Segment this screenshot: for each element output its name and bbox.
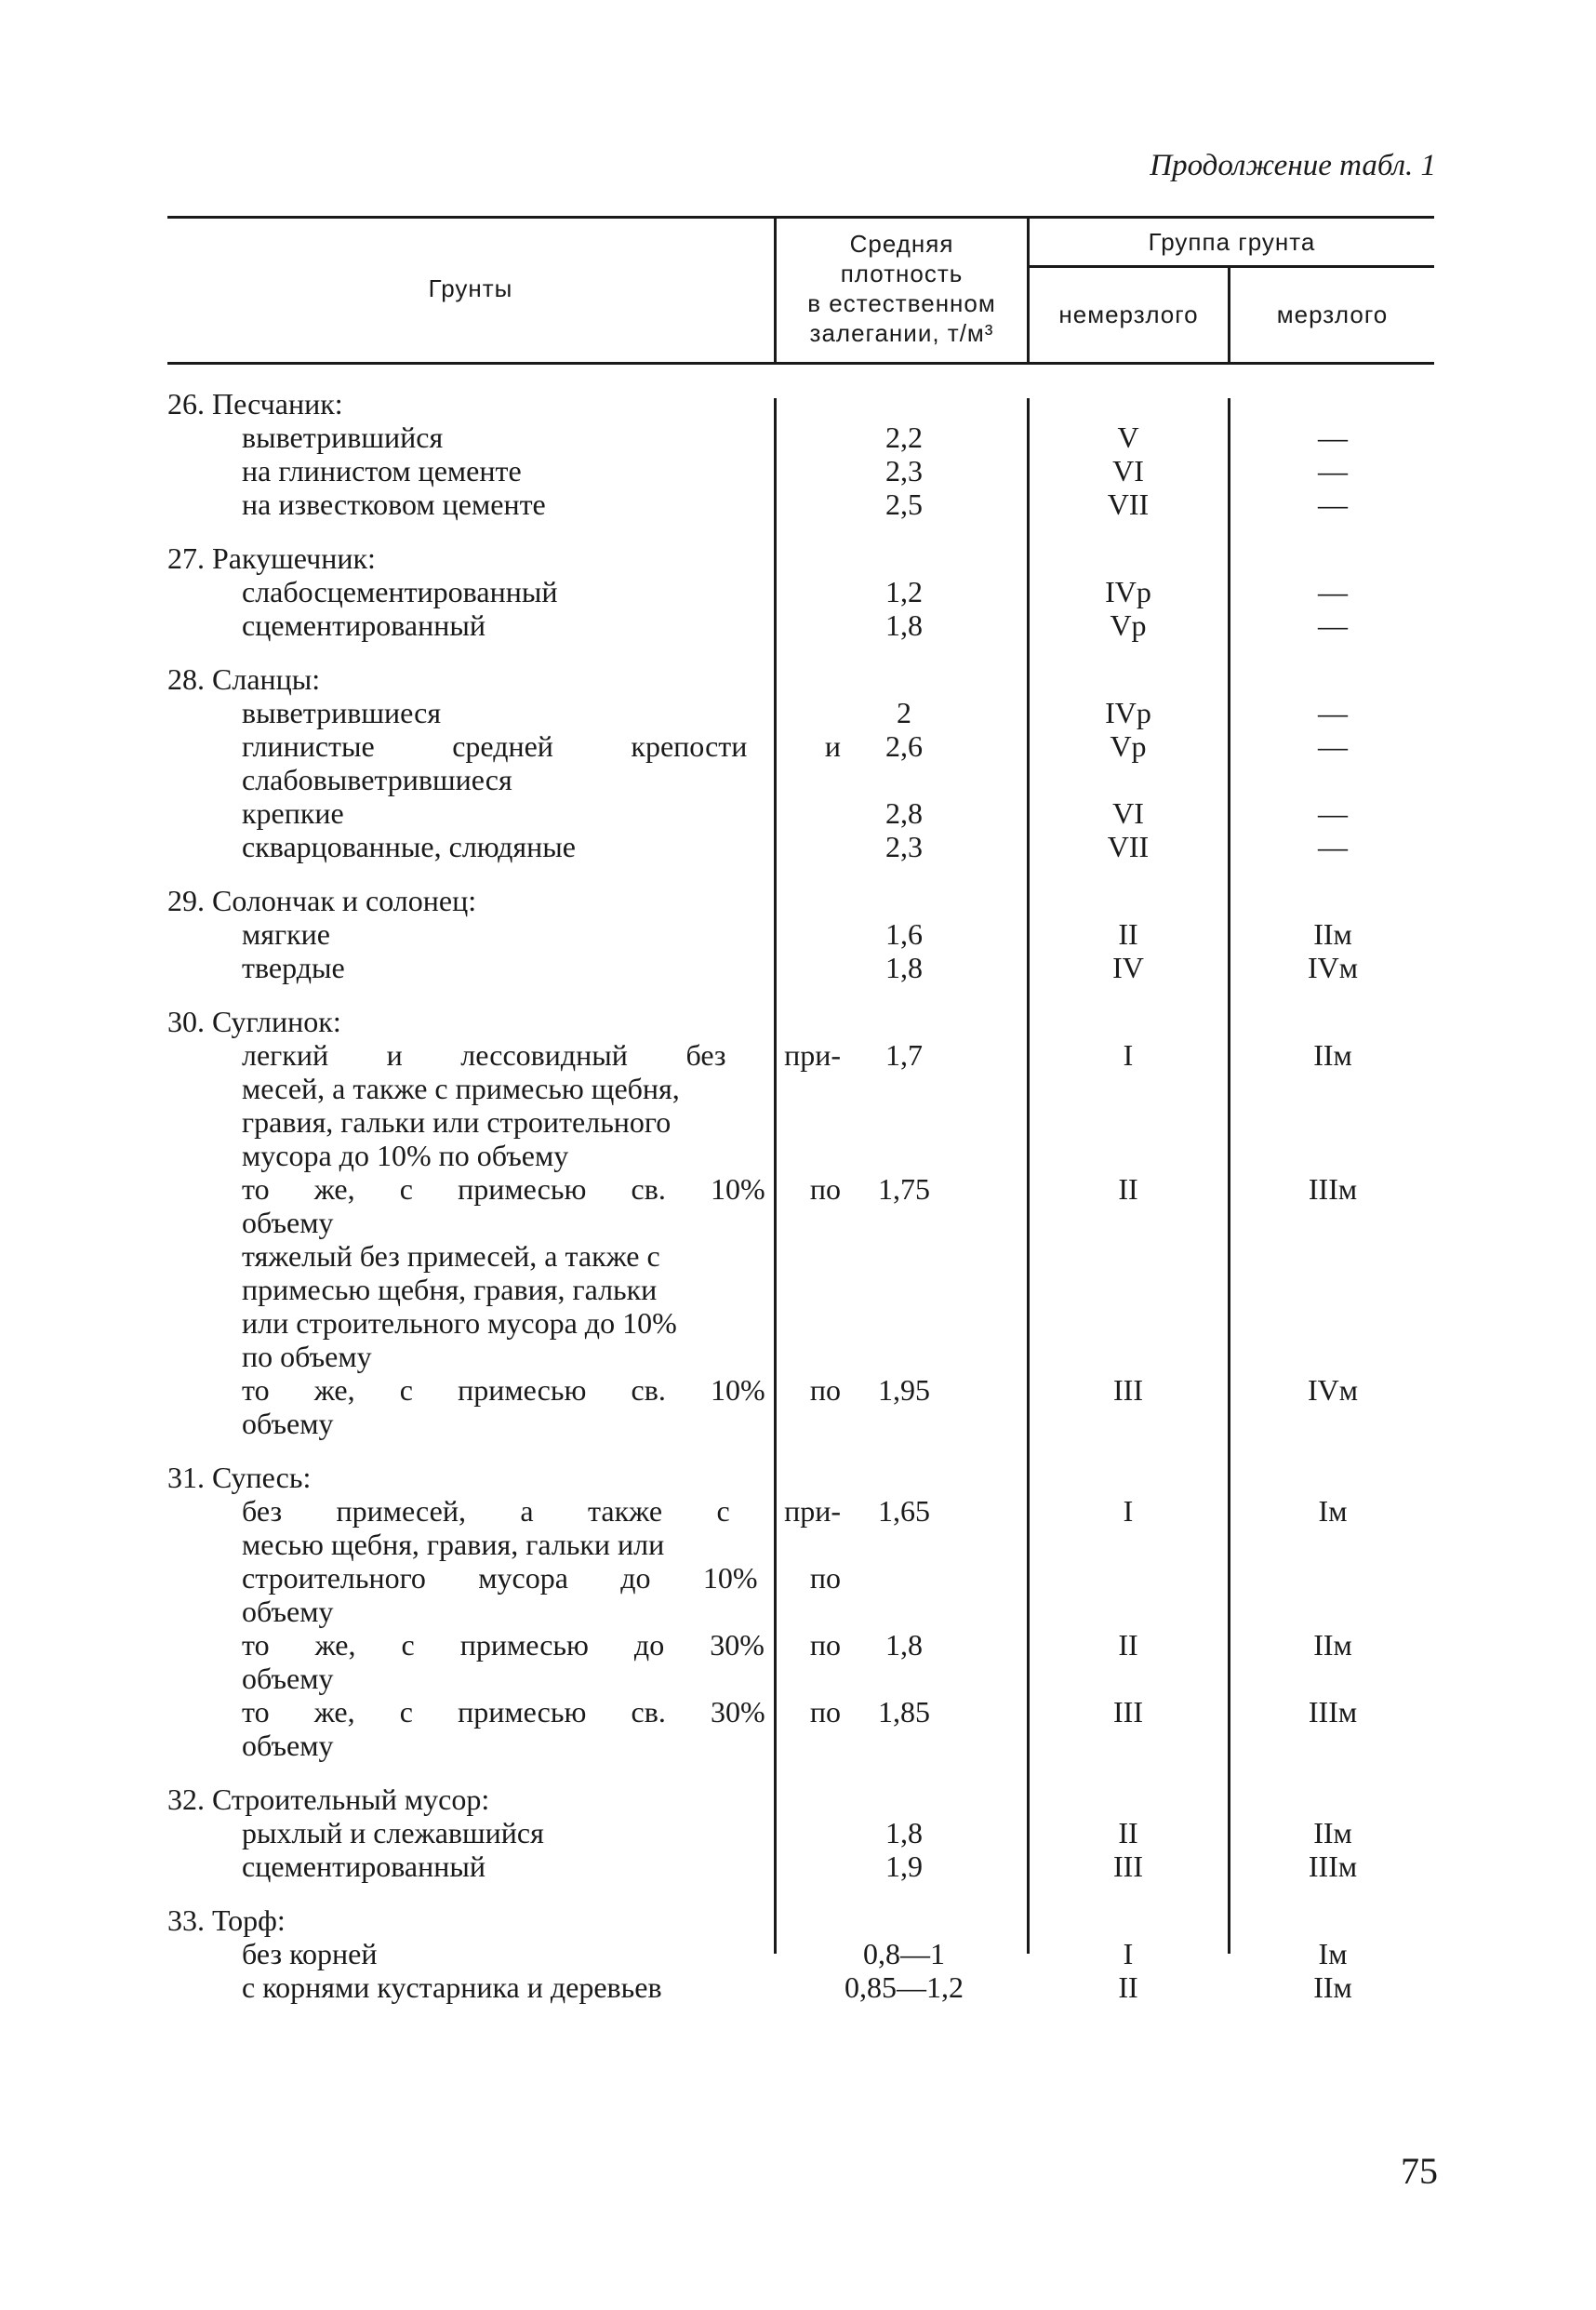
table-row <box>167 1783 1434 1816</box>
density-value: 1,75 <box>878 1172 930 1206</box>
soil-category-name: 29. Солончак и солонец: <box>167 884 477 917</box>
table-body <box>167 387 1434 2024</box>
unfrozen-group-value: Vр <box>1110 729 1147 763</box>
soil-variety-name: слабосцементированный <box>242 575 558 608</box>
table-row <box>167 387 1434 421</box>
table-row <box>167 1903 1434 1937</box>
header-unfrozen: немерзлого <box>1058 300 1199 328</box>
unfrozen-group-value: VI <box>1112 454 1144 487</box>
unfrozen-group-value: II <box>1118 1970 1138 2004</box>
table-row <box>167 1306 1434 1340</box>
density-value: 1,6 <box>885 917 923 951</box>
unfrozen-group-value: III <box>1113 1695 1143 1729</box>
table-row <box>167 1072 1434 1105</box>
unfrozen-group-value: II <box>1118 1816 1138 1849</box>
soil-group <box>167 541 1434 642</box>
unfrozen-group-value: II <box>1118 1172 1138 1206</box>
soil-variety-name: строительного мусора до 10% по <box>242 1561 841 1595</box>
frozen-group-value: Iм <box>1318 1937 1348 1970</box>
table-row <box>167 729 1434 763</box>
soil-variety-name: выветрившиеся <box>242 696 442 729</box>
table-row <box>167 1937 1434 1970</box>
density-value: 1,65 <box>878 1494 930 1528</box>
soil-variety-name: на глинистом цементе <box>242 454 522 487</box>
soil-variety-name: легкий и лессовидный без при- <box>242 1038 841 1072</box>
soil-group <box>167 884 1434 984</box>
table-row <box>167 1628 1434 1662</box>
frozen-group-value: — <box>1318 421 1348 454</box>
soil-variety-name: месей, а также с примесью щебня, <box>242 1072 680 1105</box>
soil-variety-name: объему <box>242 1595 334 1628</box>
unfrozen-group-value: VII <box>1107 487 1150 521</box>
soil-variety-name: на известковом цементе <box>242 487 546 521</box>
table-row <box>167 1273 1434 1306</box>
density-value: 1,8 <box>885 1816 923 1849</box>
table-row <box>167 1494 1434 1528</box>
table-row <box>167 1561 1434 1595</box>
soil-category-name: 27. Ракушечник: <box>167 541 376 575</box>
group-header-rule <box>1029 265 1434 268</box>
soil-group <box>167 1005 1434 1440</box>
header-soil-group: Группа грунта <box>1148 228 1316 256</box>
soil-variety-name: сцементированный <box>242 608 485 642</box>
unfrozen-group-value: III <box>1113 1373 1143 1407</box>
soil-category-name: 31. Супесь: <box>167 1461 312 1494</box>
soil-variety-name: без примесей, а также с при- <box>242 1494 841 1528</box>
table-row <box>167 1461 1434 1494</box>
frozen-group-value: — <box>1318 796 1348 830</box>
table-row <box>167 487 1434 521</box>
soil-variety-name: то же, с примесью св. 30% по <box>242 1695 841 1729</box>
soil-variety-name: выветрившийся <box>242 421 444 454</box>
density-value: 2 <box>897 696 911 729</box>
soil-variety-name: примесью щебня, гравия, гальки <box>242 1273 658 1306</box>
unfrozen-group-value: IVр <box>1105 575 1151 608</box>
soil-group <box>167 387 1434 521</box>
frozen-group-value: — <box>1318 454 1348 487</box>
frozen-group-value: — <box>1318 575 1348 608</box>
soil-variety-name: объему <box>242 1407 334 1440</box>
table-row <box>167 1005 1434 1038</box>
table-row <box>167 1695 1434 1729</box>
table-row <box>167 575 1434 608</box>
density-value: 1,2 <box>885 575 923 608</box>
density-value: 1,95 <box>878 1373 930 1407</box>
soil-variety-name: объему <box>242 1729 334 1762</box>
unfrozen-group-value: IV <box>1112 951 1144 984</box>
soil-variety-name: сцементированный <box>242 1849 485 1883</box>
frozen-group-value: IIIм <box>1308 1172 1358 1206</box>
table-row <box>167 1139 1434 1172</box>
density-value: 1,85 <box>878 1695 930 1729</box>
header-density-line: Средняя <box>849 230 954 258</box>
table-row <box>167 763 1434 796</box>
header-frozen: мерзлого <box>1276 300 1389 328</box>
unfrozen-group-value: II <box>1118 1628 1138 1662</box>
table-row <box>167 1172 1434 1206</box>
table-row <box>167 1528 1434 1561</box>
soil-variety-name: без корней <box>242 1937 378 1970</box>
unfrozen-group-value: I <box>1123 1038 1134 1072</box>
table-row <box>167 1407 1434 1440</box>
soil-variety-name: гравия, гальки или строительного <box>242 1105 672 1139</box>
table-row <box>167 454 1434 487</box>
unfrozen-group-value: I <box>1123 1937 1134 1970</box>
unfrozen-group-value: VII <box>1107 830 1150 863</box>
frozen-group-value: IVм <box>1307 1373 1358 1407</box>
density-value: 0,85—1,2 <box>845 1970 964 2004</box>
frozen-group-value: — <box>1318 696 1348 729</box>
table-row <box>167 951 1434 984</box>
soil-group <box>167 662 1434 863</box>
density-value: 1,7 <box>885 1038 923 1072</box>
frozen-group-value: — <box>1318 830 1348 863</box>
density-value: 1,8 <box>885 951 923 984</box>
soil-variety-name: слабовыветрившиеся <box>242 763 512 796</box>
table-row <box>167 696 1434 729</box>
density-value: 2,2 <box>885 421 923 454</box>
soil-variety-name: или строительного мусора до 10% <box>242 1306 677 1340</box>
header-soils: Грунты <box>428 274 513 302</box>
soil-variety-name: то же, с примесью св. 10% по <box>242 1373 841 1407</box>
density-value: 2,6 <box>885 729 923 763</box>
frozen-group-value: Iм <box>1318 1494 1348 1528</box>
table-row <box>167 1729 1434 1762</box>
table-row <box>167 1662 1434 1695</box>
page-number: 75 <box>1401 2150 1438 2192</box>
frozen-group-value: IVм <box>1307 951 1358 984</box>
density-value: 1,8 <box>885 1628 923 1662</box>
soil-category-name: 30. Суглинок: <box>167 1005 341 1038</box>
frozen-group-value: IIм <box>1313 1816 1352 1849</box>
soil-group <box>167 1783 1434 1883</box>
frozen-group-value: IIм <box>1313 1970 1352 2004</box>
table-row <box>167 1595 1434 1628</box>
table-row <box>167 1849 1434 1883</box>
frozen-group-value: IIм <box>1313 1038 1352 1072</box>
soil-variety-name: твердые <box>242 951 345 984</box>
density-value: 0,8—1 <box>863 1937 945 1970</box>
frozen-group-value: IIIм <box>1308 1695 1358 1729</box>
table-row <box>167 1239 1434 1273</box>
soil-variety-name: крепкие <box>242 796 344 830</box>
soil-variety-name: объему <box>242 1662 334 1695</box>
unfrozen-group-value: VI <box>1112 796 1144 830</box>
frozen-group-value: IIм <box>1313 1628 1352 1662</box>
frozen-group-value: — <box>1318 487 1348 521</box>
soil-variety-name: скварцованные, слюдяные <box>242 830 576 863</box>
table-row <box>167 608 1434 642</box>
table-row <box>167 1105 1434 1139</box>
unfrozen-group-value: I <box>1123 1494 1134 1528</box>
density-value: 1,8 <box>885 608 923 642</box>
table-row <box>167 1038 1434 1072</box>
unfrozen-group-value: V <box>1117 421 1139 454</box>
soil-group <box>167 1903 1434 2004</box>
header-bottom-rule <box>167 362 1434 365</box>
table-row <box>167 541 1434 575</box>
soil-variety-name: глинистые средней крепости и <box>242 729 841 763</box>
table-row <box>167 662 1434 696</box>
density-value: 2,3 <box>885 454 923 487</box>
density-value: 2,5 <box>885 487 923 521</box>
unfrozen-group-value: III <box>1113 1849 1143 1883</box>
header-density <box>777 229 1027 348</box>
density-value: 2,3 <box>885 830 923 863</box>
frozen-group-value: IIIм <box>1308 1849 1358 1883</box>
header-density-line: залегании, т/м³ <box>809 319 994 347</box>
soil-category-name: 26. Песчаник: <box>167 387 343 421</box>
soil-group <box>167 1461 1434 1762</box>
soil-category-name: 33. Торф: <box>167 1903 286 1937</box>
header-density-line: в естественном <box>807 289 996 317</box>
density-value: 1,9 <box>885 1849 923 1883</box>
soil-variety-name: рыхлый и слежавшийся <box>242 1816 544 1849</box>
table-row <box>167 884 1434 917</box>
table-top-rule <box>167 216 1434 219</box>
table-row <box>167 830 1434 863</box>
table-row <box>167 1340 1434 1373</box>
table-row <box>167 917 1434 951</box>
header-density-line: плотность <box>840 260 964 287</box>
unfrozen-group-value: II <box>1118 917 1138 951</box>
frozen-group-value: — <box>1318 729 1348 763</box>
soil-variety-name: объему <box>242 1206 334 1239</box>
table-row <box>167 421 1434 454</box>
table-row <box>167 1970 1434 2004</box>
table-row <box>167 796 1434 830</box>
density-value: 2,8 <box>885 796 923 830</box>
soil-variety-name: тяжелый без примесей, а также с <box>242 1239 660 1273</box>
unfrozen-group-value: Vр <box>1110 608 1147 642</box>
table-row <box>167 1206 1434 1239</box>
soil-category-name: 28. Сланцы: <box>167 662 321 696</box>
soil-category-name: 32. Строительный мусор: <box>167 1783 490 1816</box>
table-continuation-caption: Продолжение табл. 1 <box>1150 149 1436 182</box>
frozen-group-value: — <box>1318 608 1348 642</box>
soil-variety-name: по объему <box>242 1340 372 1373</box>
soil-variety-name: мягкие <box>242 917 330 951</box>
table-row <box>167 1373 1434 1407</box>
soil-variety-name: то же, с примесью св. 10% по <box>242 1172 841 1206</box>
soil-variety-name: месью щебня, гравия, гальки или <box>242 1528 665 1561</box>
table-row <box>167 1816 1434 1849</box>
soil-variety-name: мусора до 10% по объему <box>242 1139 569 1172</box>
unfrozen-group-value: IVр <box>1105 696 1151 729</box>
frozen-group-value: IIм <box>1313 917 1352 951</box>
soil-variety-name: с корнями кустарника и деревьев <box>242 1970 662 2004</box>
soil-variety-name: то же, с примесью до 30% по <box>242 1628 841 1662</box>
